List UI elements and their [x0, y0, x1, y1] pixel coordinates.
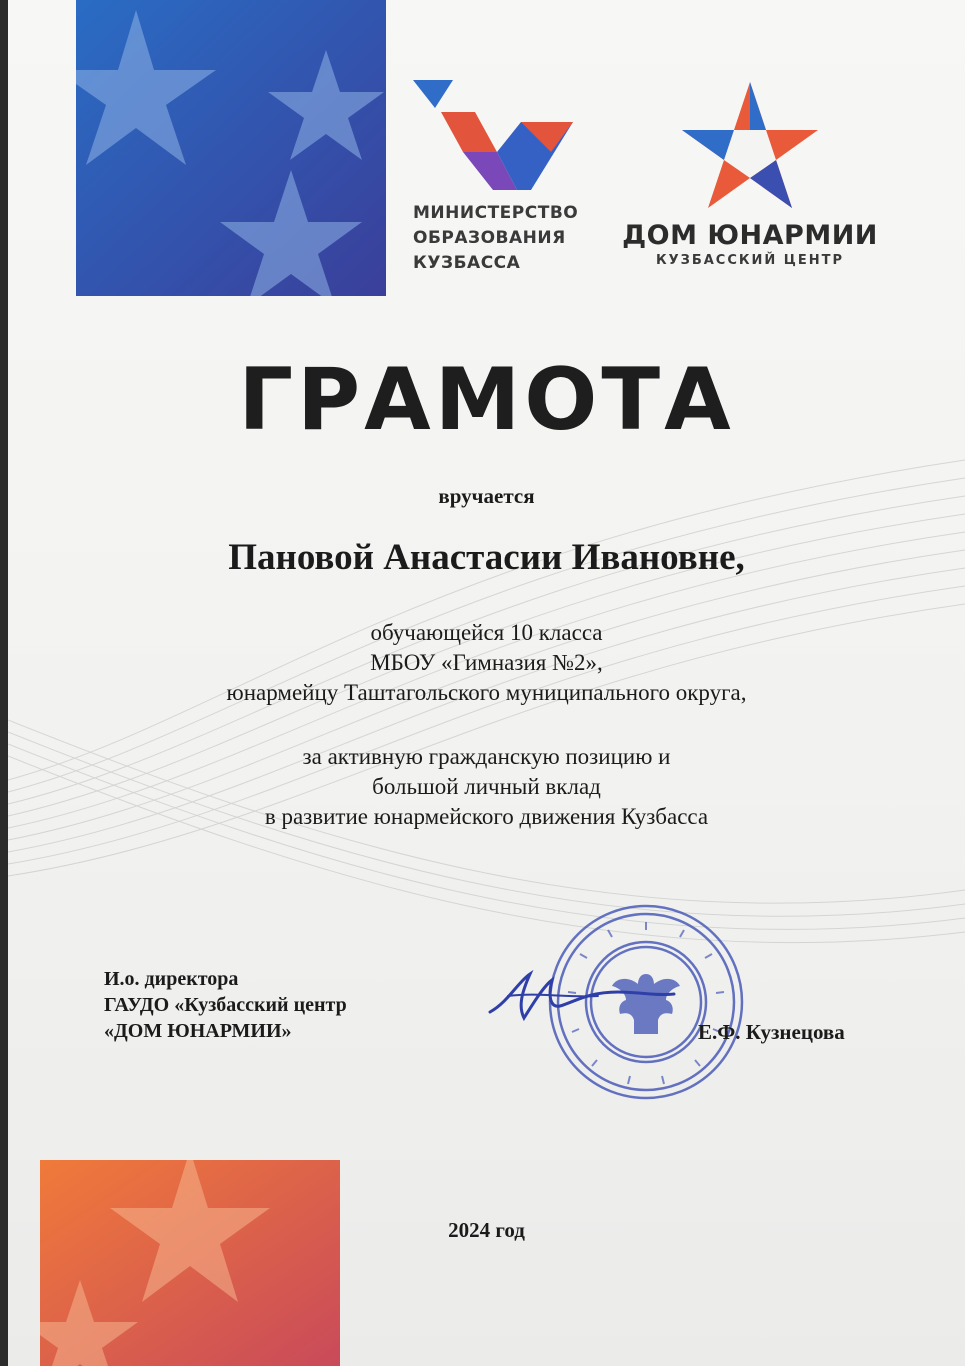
signer-line-2: ГАУДО «Кузбасский центр — [104, 994, 347, 1016]
yunarmy-subtitle: КУЗБАССКИЙ ЦЕНТР — [655, 253, 845, 268]
signer-name: Е.Ф. Кузнецова — [698, 1020, 845, 1044]
ministry-line-3: КУЗБАССА — [413, 253, 521, 273]
signer-line-1: И.о. директора — [104, 968, 239, 990]
recipient-name: Пановой Анастасии Ивановне, — [228, 537, 745, 578]
details-line-2: МБОУ «Гимназия №2», — [370, 650, 603, 675]
blue-stars-decoration — [76, 0, 386, 296]
award-reason — [8, 742, 965, 832]
details-line-3: юнармейцу Таштагольского муниципального округа, — [226, 680, 747, 705]
yunarmy-logo — [620, 80, 880, 280]
reason-line-2: большой личный вклад — [372, 774, 601, 799]
signer-line-3: «ДОМ ЮНАРМИИ» — [104, 1020, 292, 1042]
certificate-title: ГРАМОТА — [238, 350, 735, 450]
awarded-label: вручается — [438, 484, 535, 508]
certificate-year: 2024 год — [448, 1218, 525, 1242]
ministry-education-kuzbass-logo-icon — [413, 80, 573, 195]
ministry-logo — [413, 80, 588, 290]
signer-position — [104, 966, 347, 1044]
ministry-name — [413, 201, 588, 276]
yunarmy-star-logo-icon — [680, 80, 820, 210]
ministry-line-1: МИНИСТЕРСТВО — [413, 203, 579, 223]
orange-stars-decoration — [40, 1160, 340, 1366]
ministry-line-2: ОБРАЗОВАНИЯ — [413, 228, 566, 248]
details-line-1: обучающейся 10 класса — [370, 620, 603, 645]
recipient-details — [8, 618, 965, 708]
handwritten-signature-icon — [478, 962, 678, 1032]
certificate-sheet — [8, 0, 965, 1366]
reason-line-3: в развитие юнармейского движения Кузбасса — [264, 804, 709, 829]
reason-line-1: за активную гражданскую позицию и — [302, 744, 671, 769]
yunarmy-title: ДОМ ЮНАРМИИ — [622, 220, 878, 251]
